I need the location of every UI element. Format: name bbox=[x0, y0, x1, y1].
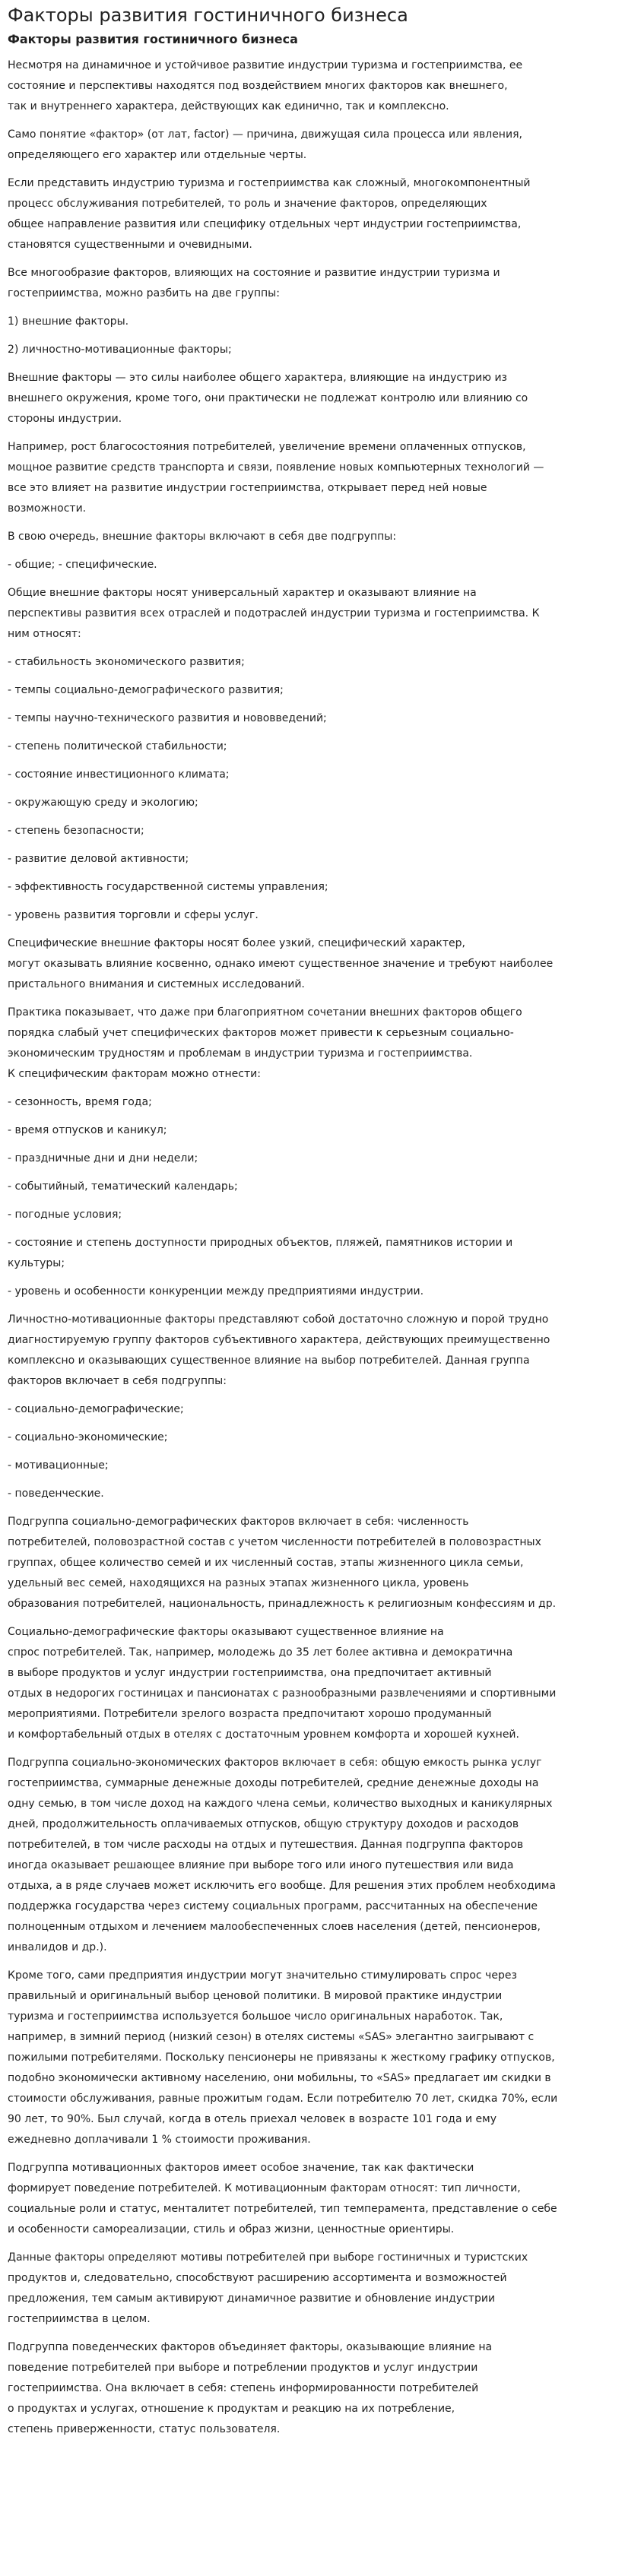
article-paragraph: - стабильность экономического развития; bbox=[8, 656, 245, 668]
article-paragraph: - погодные условия; bbox=[8, 1209, 122, 1221]
article-paragraph: Специфические внешние факторы носят более узкий, специфический характер, могут оказывать влияние косвенно, однако имеют существенное значение и требуют наиболее пристального внимания и системных исследований. bbox=[8, 937, 554, 990]
article-paragraph: 2) личностно-мотивационные факторы; bbox=[8, 344, 232, 356]
article-paragraph: Например, рост благосостояния потребителей, увеличение времени оплаченных отпусков, мощное развитие средств транспорта и связи, появление новых компьютерных технологий — все это влияет на развитие индустрии гостеприимства, открывает перед ней новые возможности. bbox=[8, 441, 544, 515]
article-paragraph: Практика показывает, что даже при благоприятном сочетании внешних факторов общего порядка слабый учет специфических факторов может привести к серьезным социально- экономическим трудностям и проблемам в индустрии туризма и гостеприимства. К специфическим факторам можно отнести: bbox=[8, 1006, 522, 1080]
article-paragraph: - поведенческие. bbox=[8, 1488, 104, 1500]
article-paragraph: В свою очередь, внешние факторы включают в себя две подгруппы: bbox=[8, 531, 397, 543]
article-body bbox=[8, 55, 636, 2440]
page-title: Факторы развития гостиничного бизнеса bbox=[8, 5, 408, 26]
article-paragraph: Подгруппа социально-демографических факторов включает в себя: численность потребителей, половозрастной состав с учетом численности потребителей в половозрастных группах, общее количество семей и их численный состав, этапы жизненного цикла семьи, удельный вес семей, находящихся на разных этапах жизненного цикла, уровень образования потребителей, национальность, принадлежность к религиозным конфессиям и др. bbox=[8, 1516, 557, 1610]
article-paragraph: Общие внешние факторы носят универсальный характер и оказывают влияние на перспективы развития всех отраслей и подотраслей индустрии туризма и гостеприимства. К ним относят: bbox=[8, 587, 540, 640]
article-paragraph: - сезонность, время года; bbox=[8, 1096, 152, 1108]
article-paragraph: - степень политической стабильности; bbox=[8, 740, 227, 753]
article-paragraph: Подгруппа мотивационных факторов имеет особое значение, так как фактически формирует поведение потребителей. К мотивационным факторам относят: тип личности, социальные роли и статус, менталитет потребителей, тип темперамента, представление о себе и особенности самореализации, стиль и образ жизни, ценностные ориентиры. bbox=[8, 2162, 557, 2235]
article-paragraph: - состояние инвестиционного климата; bbox=[8, 768, 230, 781]
article-paragraph: Само понятие «фактор» (от лат, factor) — причина, движущая сила процесса или явления, определяющего его характер или отдельные черты. bbox=[8, 128, 522, 161]
article-paragraph: Внешние факторы — это силы наиболее общего характера, влияющие на индустрию из внешнего окружения, кроме того, они практически не подлежат контролю или влиянию со стороны индустрии. bbox=[8, 372, 528, 425]
article-paragraph: - общие; - специфические. bbox=[8, 559, 157, 571]
article-paragraph: - уровень и особенности конкуренции между предприятиями индустрии. bbox=[8, 1285, 424, 1298]
article-paragraph: Если представить индустрию туризма и гостеприимства как сложный, многокомпонентный процесс обслуживания потребителей, то роль и значение факторов, определяющих общее направление развития или специфику отдельных черт индустрии гостеприимства, становятся существенными и очевидными. bbox=[8, 177, 531, 251]
article-paragraph: - темпы социально-демографического развития; bbox=[8, 684, 284, 696]
article-paragraph: - время отпусков и каникул; bbox=[8, 1124, 167, 1136]
article-paragraph: Все многообразие факторов, влияющих на состояние и развитие индустрии туризма и гостеприимства, можно разбить на две группы: bbox=[8, 267, 500, 299]
article-paragraph: - событийный, тематический календарь; bbox=[8, 1180, 238, 1193]
article-paragraph: Данные факторы определяют мотивы потребителей при выборе гостиничных и туристских продуктов и, следовательно, способствуют расширению ассортимента и возможностей предложения, тем самым активируют динамичное развитие и обновление индустрии гостеприимства в целом. bbox=[8, 2251, 528, 2325]
article-paragraph: Несмотря на динамичное и устойчивое развитие индустрии туризма и гостеприимства, ее состояние и перспективы находятся под воздействием многих факторов как внешнего, так и внутреннего характера, действующих как единично, так и комплексно. bbox=[8, 59, 523, 112]
article-paragraph: - состояние и степень доступности природных объектов, пляжей, памятников истории и культуры; bbox=[8, 1237, 513, 1269]
article-paragraph: - окружающую среду и экологию; bbox=[8, 797, 198, 809]
article-subtitle: Факторы развития гостиничного бизнеса bbox=[8, 32, 298, 46]
article-paragraph: - социально-экономические; bbox=[8, 1431, 168, 1443]
article-paragraph: Социально-демографические факторы оказывают существенное влияние на спрос потребителей. Так, например, молодежь до 35 лет более активна и демократична в выборе продуктов и услуг индустрии гостеприимства, она предпочитает активный отдых в недорогих гостиницах и пансионатах с разнообразными развлечениями и спортивными мероприятиями. Потребители зрелого возраста предпочитают хорошо продуманный и комфортабельный отдых в отелях с достаточным уровнем комфорта и хорошей кухней. bbox=[8, 1626, 557, 1741]
article-paragraph: - социально-демографические; bbox=[8, 1403, 184, 1415]
article-paragraph: - эффективность государственной системы управления; bbox=[8, 881, 328, 893]
article-paragraph: - степень безопасности; bbox=[8, 825, 144, 837]
article-paragraph: Личностно-мотивационные факторы представляют собой достаточно сложную и порой трудно диагностируемую группу факторов субъективного характера, действующих преимущественно комплексно и оказывающих существенное влияние на выбор потребителей. Данная группа факторов включает в себя подгруппы: bbox=[8, 1313, 550, 1387]
article-paragraph: - праздничные дни и дни недели; bbox=[8, 1152, 198, 1164]
article-paragraph: - развитие деловой активности; bbox=[8, 853, 189, 865]
article-page bbox=[0, 5, 644, 2440]
article-paragraph: - мотивационные; bbox=[8, 1459, 109, 1472]
article-paragraph: - темпы научно-технического развития и нововведений; bbox=[8, 712, 327, 724]
article-paragraph: - уровень развития торговли и сферы услуг. bbox=[8, 909, 259, 921]
article-paragraph: Кроме того, сами предприятия индустрии могут значительно стимулировать спрос через правильный и оригинальный выбор ценовой политики. В мировой практике индустрии туризма и гостеприимства используется большое число оригинальных наработок. Так, например, в зимний период (низкий сезон) в отелях системы «SAS» элегантно заигрывают с пожилыми потребителями. Поскольку пенсионеры не привязаны к жесткому графику отпусков, подобно экономически активному населению, они мобильны, то «SAS» предлагает им скидки в стоимости обслуживания, равные прожитым годам. Если потребителю 70 лет, скидка 70%, если 90 лет, то 90%. Был случай, когда в отель приехал человек в возрасте 101 года и ему ежедневно доплачивали 1 % стоимости проживания. bbox=[8, 1969, 558, 2146]
article-paragraph: Подгруппа социально-экономических факторов включает в себя: общую емкость рынка услуг гостеприимства, суммарные денежные доходы потребителей, средние денежные доходы на одну семью, в том числе доход на каждого члена семьи, количество выходных и каникулярных дней, продолжительность оплачиваемых отпусков, общую структуру доходов и расходов потребителей, в том числе расходы на отдых и путешествия. Данная подгруппа факторов иногда оказывает решающее влияние при выборе того или иного путешествия или вида отдыха, а в ряде случаев может исключить его вообще. Для решения этих проблем необходима поддержка государства через систему социальных программ, рассчитанных на обеспечение полноценным отдыхом и лечением малообеспеченных слоев населения (детей, пенсионеров, инвалидов и др.). bbox=[8, 1757, 556, 1953]
article-paragraph: 1) внешние факторы. bbox=[8, 315, 129, 328]
article-paragraph: Подгруппа поведенческих факторов объединяет факторы, оказывающие влияние на поведение потребителей при выборе и потреблении продуктов и услуг индустрии гостеприимства. Она включает в себя: степень информированности потребителей о продуктах и услугах, отношение к продуктам и реакцию на их потребление, степень приверженности, статус пользователя. bbox=[8, 2341, 493, 2435]
